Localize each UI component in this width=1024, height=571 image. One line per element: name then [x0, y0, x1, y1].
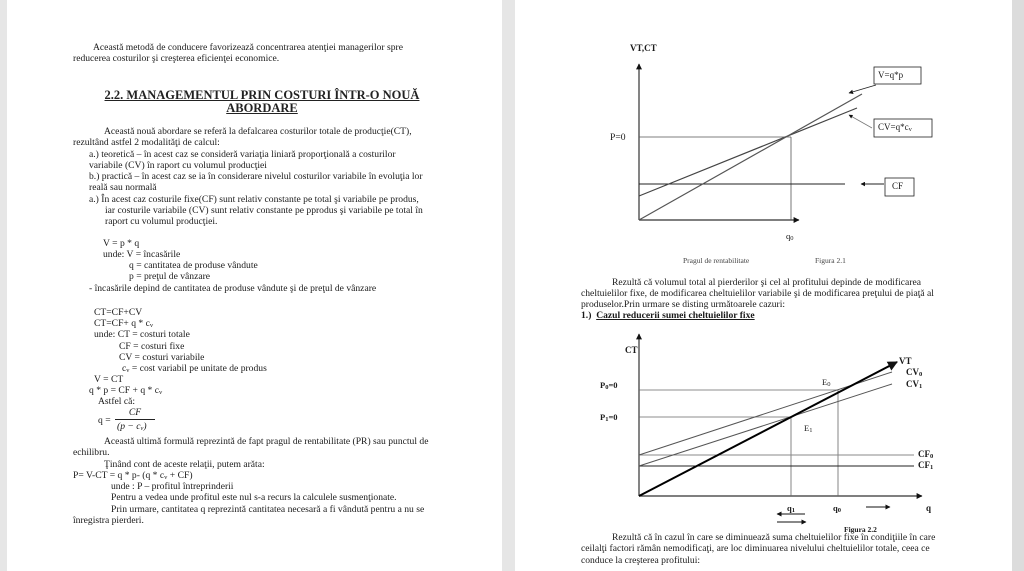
profit-text: P= V-CT = q * p- (q * c — [73, 470, 165, 481]
fig2-q0-text: q — [833, 503, 838, 513]
para1-line-1: Această nouă abordare se referă la defalcarea costurilor totale de producţie(CT), — [104, 126, 412, 137]
cv1-text: CV — [906, 379, 919, 389]
cv0-text: CV — [906, 367, 919, 377]
formula-qp-sub: v — [159, 389, 163, 396]
box-cv-sub: v — [908, 126, 912, 133]
q0-sub: 0 — [790, 235, 794, 242]
fraction-numerator: CF — [128, 407, 142, 418]
fig2-e1-label — [804, 423, 812, 436]
p1-eq: =0 — [608, 412, 618, 422]
case-title: Cazul reducerii sumei cheltuielilor fixe — [596, 310, 755, 321]
viewer-right-margin — [1012, 0, 1024, 571]
fig1-caption-left: Pragul de rentabilitate — [683, 256, 750, 265]
formula-astfel: Astfel că: — [98, 396, 136, 407]
p1-sub: 1 — [605, 416, 609, 423]
cv1-sub: 1 — [919, 383, 923, 390]
case-number: 1.) — [581, 310, 592, 321]
section-heading-line-2: ABORDARE — [226, 101, 298, 115]
list-item-a-theoretical: a.) teoretică – în acest caz se consideră variaţia liniară proporţională a costurilor — [89, 149, 396, 160]
fig1-q0-label — [786, 231, 794, 244]
section-heading-line-1: 2.2. MANAGEMENTUL PRIN COSTURI ÎNTR-O NOUĂ — [104, 88, 420, 102]
fig2-vt-line — [639, 362, 897, 496]
fig2-q0-sub: 0 — [837, 507, 841, 514]
cv-sym: c — [122, 363, 127, 374]
intro-line-2: reducerea costurilor şi creşterea eficienţei economice. — [73, 53, 280, 64]
cv-sym-sub: v — [126, 367, 130, 374]
denominator-sub: v — [140, 425, 144, 432]
q0-text: q — [786, 231, 791, 241]
para2-line-prin-urmare: Prin urmare, cantitatea q reprezintă cantitatea necesară a fi vândută pentru a nu se — [111, 504, 425, 515]
formula-note: - încasările depind de cantitatea de produse vândute şi de preţul de vânzare — [89, 283, 377, 294]
cv0-sub: 0 — [919, 371, 923, 378]
case-heading — [581, 310, 755, 321]
formula-cv-def: CV = costuri variabile — [119, 352, 205, 363]
intro-line-1: Această metodă de conducere favorizează concentrarea atenţiei managerilor spre — [93, 42, 404, 53]
cf0-sub: 0 — [930, 453, 934, 460]
cf0-text: CF — [918, 449, 930, 459]
para2-line-1: Această ultimă formulă reprezintă de fapt pragul de rentabilitate (PR) sau punctul de — [104, 436, 429, 447]
profit-sub: v — [164, 474, 168, 481]
right-para2-line-3: conduce la creşterea profitului: — [581, 555, 701, 566]
q1-sub: 1 — [791, 507, 795, 514]
formula-cv-unit-def — [122, 363, 267, 376]
list-item-a2: a.) În acest caz costurile fixe(CF) sunt relativ constante pe total şi variabile pe produs, — [89, 194, 419, 205]
fig1-box-v-label: V=q*p — [878, 70, 904, 80]
fig1-v-line — [639, 94, 862, 220]
p0-text: P — [600, 380, 606, 390]
formula-unde-v: unde: V = încasările — [103, 249, 181, 260]
fig2-q-axis-label: q — [926, 503, 932, 513]
fig2-q0-label — [833, 503, 841, 516]
e0-text: E — [822, 377, 828, 387]
formula-ct2-sub: v — [149, 322, 154, 329]
fig2-p1-label — [600, 412, 618, 425]
fig1-p0-label: P=0 — [610, 132, 626, 143]
formula-qp-text: q * p = CF + q * c — [89, 385, 159, 396]
e1-text: E — [804, 423, 810, 433]
fig1-box-cf-label: CF — [892, 181, 904, 191]
e0-sub: 0 — [827, 381, 831, 388]
para1-line-2: rezultând astfel 2 modalităţi de calcul: — [73, 137, 220, 148]
list-item-b-practical: b.) practică – în acest caz se ia în considerare nivelul costurilor variabile în evoluţia lor — [89, 171, 423, 182]
p0-eq: =0 — [608, 380, 618, 390]
p1-text: P — [600, 412, 606, 422]
list-item-b-cont: reală sau normală — [89, 182, 157, 193]
para2-line-3: Ţinând cont de aceste relaţii, putem arăta: — [104, 459, 265, 470]
formula-v-ct: V = CT — [94, 374, 124, 385]
denominator-text: (p − c — [117, 421, 141, 432]
formula-q-def: q = cantitatea de produse vândute — [129, 260, 258, 271]
right-para1-line-1: Rezultă că volumul total al pierderilor şi cel al profitului depinde de modificarea — [612, 277, 922, 288]
fraction-bar — [115, 419, 155, 420]
document-page-right — [515, 0, 1012, 571]
formula-v-pq: V = p * q — [103, 238, 140, 249]
fig1-y-axis-label: VT,CT — [630, 43, 657, 53]
fig1-caption-right: Figura 2.1 — [815, 256, 846, 265]
para2-unde-p: unde : P – profitul întreprinderii — [111, 481, 234, 492]
formula-ct1: CT=CF+CV — [94, 307, 143, 318]
formula-unde-ct: unde: CT = costuri totale — [94, 329, 190, 340]
fig1-box-cv-label — [878, 122, 912, 135]
document-page-left — [7, 0, 502, 571]
formula-p-def: p = preţul de vânzare — [129, 271, 211, 282]
formula-cf-def: CF = costuri fixe — [119, 341, 185, 352]
fraction-denominator — [117, 421, 147, 434]
list-item-a2-cont2: raport cu volumul producţiei. — [105, 216, 218, 227]
fig2-e0-label — [822, 377, 830, 390]
formula-ct2-text: CT=CF+ q * c — [94, 318, 150, 329]
fig1-arrow-v — [849, 85, 876, 93]
fig2-caption: Figura 2.2 — [844, 525, 877, 534]
formula-q-eq: q = — [98, 415, 111, 426]
box-cv-text: CV=q*c — [878, 122, 909, 132]
right-para1-line-3: produselor.Prin urmare se disting următoarele cazuri: — [581, 299, 786, 310]
para2-line-last: înregistra pierderi. — [73, 515, 144, 526]
fig1-cv-line — [639, 108, 857, 196]
cf1-text: CF — [918, 460, 930, 470]
p0-sub: 0 — [605, 384, 609, 391]
right-para2-line-1: Rezultă că în cazul în care se diminuează suma cheltuielilor fixe în condiţiile în care — [612, 532, 936, 543]
profit-end: + CF) — [167, 470, 193, 481]
para2-line-2: echilibru. — [73, 447, 110, 458]
fig2-cv1-line — [639, 384, 892, 466]
fig2-cv1-label — [906, 379, 922, 392]
para2-line-profit-nul: Pentru a vedea unde profitul este nul s-a recurs la calculele susmenţionate. — [111, 492, 397, 503]
fig2-cf1-label — [918, 460, 933, 473]
fig2-vt-label: VT — [899, 356, 912, 366]
right-para1-line-2: cheltuielilor fixe, de modificarea cheltuielilor variabile şi de modificarea preţului de piaţă al — [581, 288, 934, 299]
e1-sub: 1 — [809, 427, 813, 434]
list-item-a-cont: variabile (CV) în raport cu volumul producţiei — [89, 160, 267, 171]
list-item-a2-cont1: iar costurile variabile (CV) sunt relativ constante pe pprodus şi variabile pe total în — [105, 205, 423, 216]
q1-text: q — [787, 503, 792, 513]
denominator-end: ) — [143, 421, 147, 432]
right-para2-line-2: ceilalţi factori rămân nemodificaţi, are loc diminuarea nivelului cheltuielilor totale, ceea ce — [581, 543, 930, 554]
fig2-y-axis-label: CT — [625, 345, 638, 355]
cv-unit-text: = cost variabil pe unitate de produs — [131, 363, 267, 374]
cf1-sub: 1 — [930, 464, 934, 471]
fig2-p0-label — [600, 380, 618, 393]
fig2-q1-label — [787, 503, 795, 516]
section-heading — [67, 89, 457, 115]
fig1-arrow-cv — [849, 115, 872, 128]
